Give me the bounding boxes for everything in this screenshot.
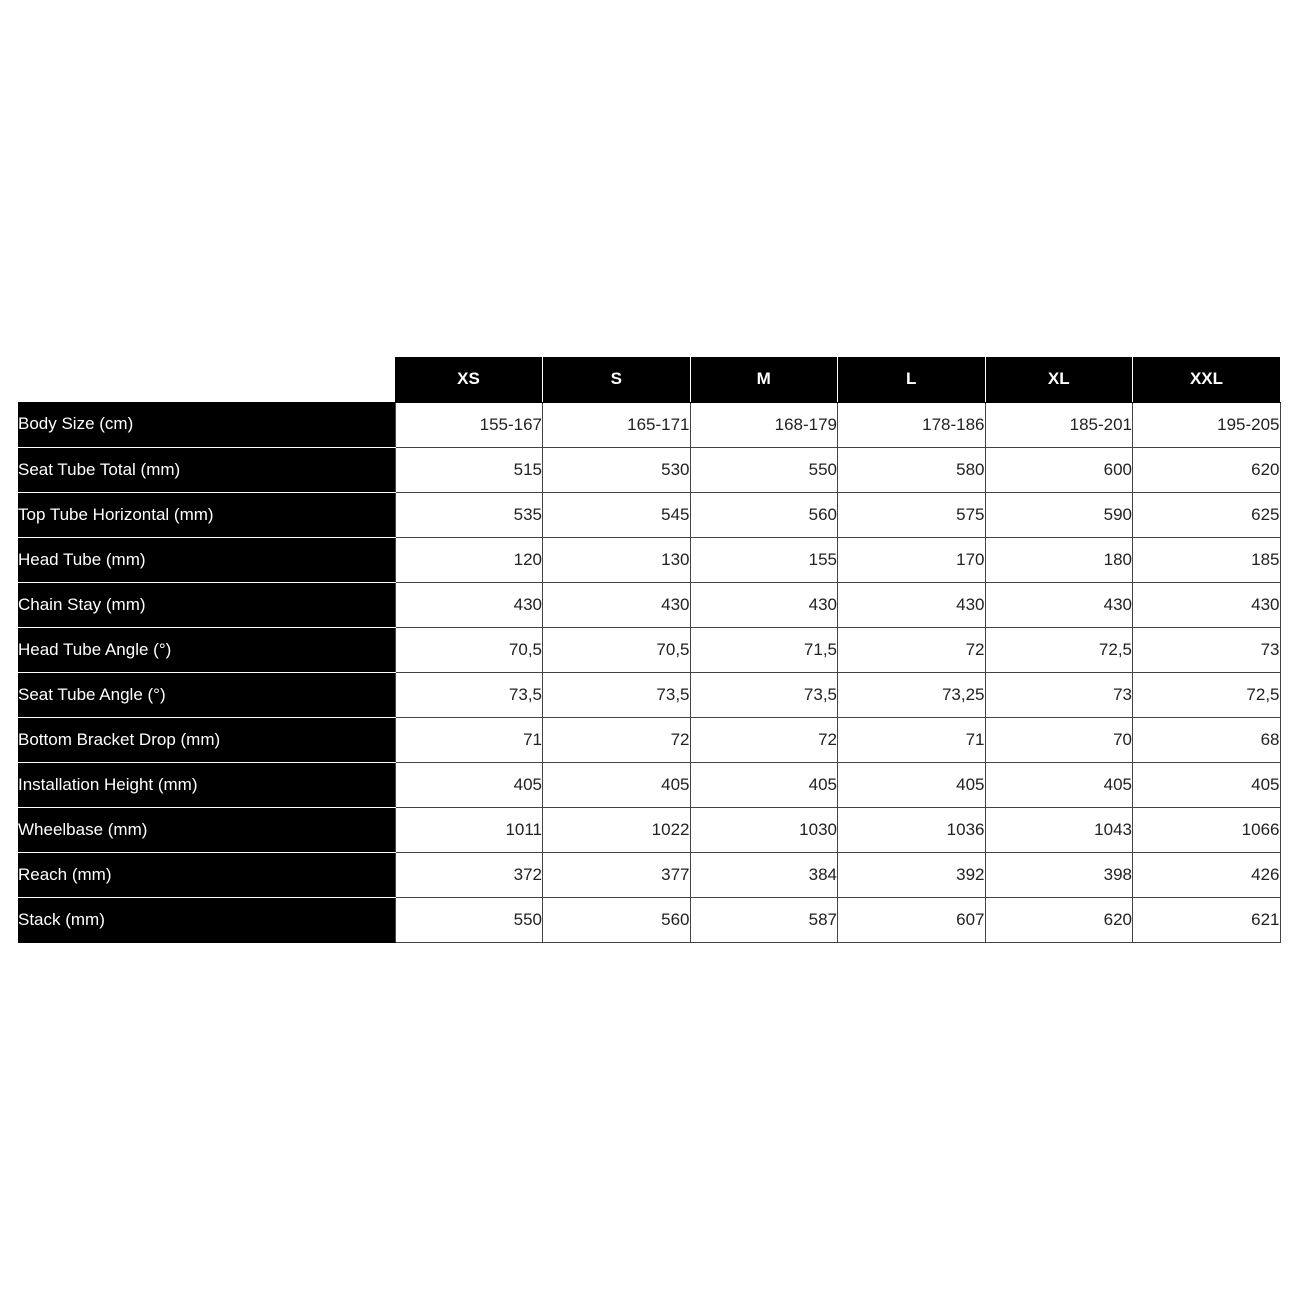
row-label: Stack (mm) — [18, 897, 395, 942]
row-label: Top Tube Horizontal (mm) — [18, 492, 395, 537]
table-cell: 430 — [838, 582, 986, 627]
table-cell: 130 — [543, 537, 691, 582]
table-cell: 72,5 — [985, 627, 1133, 672]
table-cell: 195-205 — [1133, 402, 1281, 447]
row-label: Installation Height (mm) — [18, 762, 395, 807]
table-cell: 515 — [395, 447, 543, 492]
table-cell: 426 — [1133, 852, 1281, 897]
table-cell: 168-179 — [690, 402, 838, 447]
table-cell: 178-186 — [838, 402, 986, 447]
table-cell: 430 — [1133, 582, 1281, 627]
size-header-xs: XS — [395, 357, 543, 402]
table-cell: 185 — [1133, 537, 1281, 582]
table-cell: 73 — [985, 672, 1133, 717]
table-row — [18, 627, 1280, 672]
table-cell: 560 — [690, 492, 838, 537]
table-cell: 73 — [1133, 627, 1281, 672]
table-cell: 587 — [690, 897, 838, 942]
table-cell: 550 — [395, 897, 543, 942]
table-row — [18, 537, 1280, 582]
table-row — [18, 762, 1280, 807]
table-cell: 70,5 — [543, 627, 691, 672]
table-row — [18, 717, 1280, 762]
table-cell: 405 — [1133, 762, 1281, 807]
row-label: Wheelbase (mm) — [18, 807, 395, 852]
header-corner — [18, 357, 395, 402]
row-label: Seat Tube Total (mm) — [18, 447, 395, 492]
table-cell: 73,5 — [543, 672, 691, 717]
table-cell: 530 — [543, 447, 691, 492]
size-header-xxl: XXL — [1133, 357, 1281, 402]
table-cell: 625 — [1133, 492, 1281, 537]
table-cell: 405 — [985, 762, 1133, 807]
table-cell: 580 — [838, 447, 986, 492]
table-cell: 405 — [395, 762, 543, 807]
table-cell: 405 — [543, 762, 691, 807]
table-cell: 185-201 — [985, 402, 1133, 447]
table-cell: 120 — [395, 537, 543, 582]
table-cell: 405 — [838, 762, 986, 807]
table-row — [18, 492, 1280, 537]
table-cell: 72,5 — [1133, 672, 1281, 717]
table-cell: 1011 — [395, 807, 543, 852]
table-cell: 70 — [985, 717, 1133, 762]
table-cell: 372 — [395, 852, 543, 897]
table-cell: 398 — [985, 852, 1133, 897]
row-label: Head Tube Angle (°) — [18, 627, 395, 672]
table-cell: 71 — [838, 717, 986, 762]
geometry-table-body — [18, 402, 1280, 942]
table-cell: 70,5 — [395, 627, 543, 672]
table-cell: 71 — [395, 717, 543, 762]
table-cell: 72 — [543, 717, 691, 762]
table-cell: 600 — [985, 447, 1133, 492]
table-cell: 575 — [838, 492, 986, 537]
geometry-table — [18, 357, 1281, 943]
row-label: Seat Tube Angle (°) — [18, 672, 395, 717]
table-cell: 590 — [985, 492, 1133, 537]
table-cell: 620 — [1133, 447, 1281, 492]
table-cell: 73,5 — [690, 672, 838, 717]
table-cell: 607 — [838, 897, 986, 942]
row-label: Body Size (cm) — [18, 402, 395, 447]
table-cell: 1043 — [985, 807, 1133, 852]
table-cell: 430 — [543, 582, 691, 627]
table-cell: 1036 — [838, 807, 986, 852]
table-cell: 72 — [838, 627, 986, 672]
table-cell: 384 — [690, 852, 838, 897]
table-cell: 430 — [395, 582, 543, 627]
table-row — [18, 852, 1280, 897]
table-cell: 180 — [985, 537, 1133, 582]
table-row — [18, 402, 1280, 447]
table-cell: 73,5 — [395, 672, 543, 717]
table-cell: 545 — [543, 492, 691, 537]
size-header-s: S — [543, 357, 691, 402]
table-cell: 377 — [543, 852, 691, 897]
table-cell: 535 — [395, 492, 543, 537]
size-header-l: L — [838, 357, 986, 402]
table-cell: 405 — [690, 762, 838, 807]
table-cell: 621 — [1133, 897, 1281, 942]
table-cell: 430 — [690, 582, 838, 627]
row-label: Chain Stay (mm) — [18, 582, 395, 627]
size-header-m: M — [690, 357, 838, 402]
table-cell: 1066 — [1133, 807, 1281, 852]
table-row — [18, 447, 1280, 492]
table-cell: 560 — [543, 897, 691, 942]
table-cell: 550 — [690, 447, 838, 492]
table-cell: 392 — [838, 852, 986, 897]
table-cell: 1022 — [543, 807, 691, 852]
table-cell: 170 — [838, 537, 986, 582]
table-cell: 165-171 — [543, 402, 691, 447]
row-label: Bottom Bracket Drop (mm) — [18, 717, 395, 762]
size-header-row — [18, 357, 1280, 402]
table-cell: 72 — [690, 717, 838, 762]
table-cell: 68 — [1133, 717, 1281, 762]
table-cell: 155-167 — [395, 402, 543, 447]
row-label: Head Tube (mm) — [18, 537, 395, 582]
table-row — [18, 897, 1280, 942]
table-cell: 620 — [985, 897, 1133, 942]
table-row — [18, 672, 1280, 717]
table-cell: 1030 — [690, 807, 838, 852]
row-label: Reach (mm) — [18, 852, 395, 897]
table-cell: 73,25 — [838, 672, 986, 717]
table-cell: 71,5 — [690, 627, 838, 672]
table-row — [18, 807, 1280, 852]
table-cell: 155 — [690, 537, 838, 582]
table-cell: 430 — [985, 582, 1133, 627]
table-row — [18, 582, 1280, 627]
size-header-xl: XL — [985, 357, 1133, 402]
